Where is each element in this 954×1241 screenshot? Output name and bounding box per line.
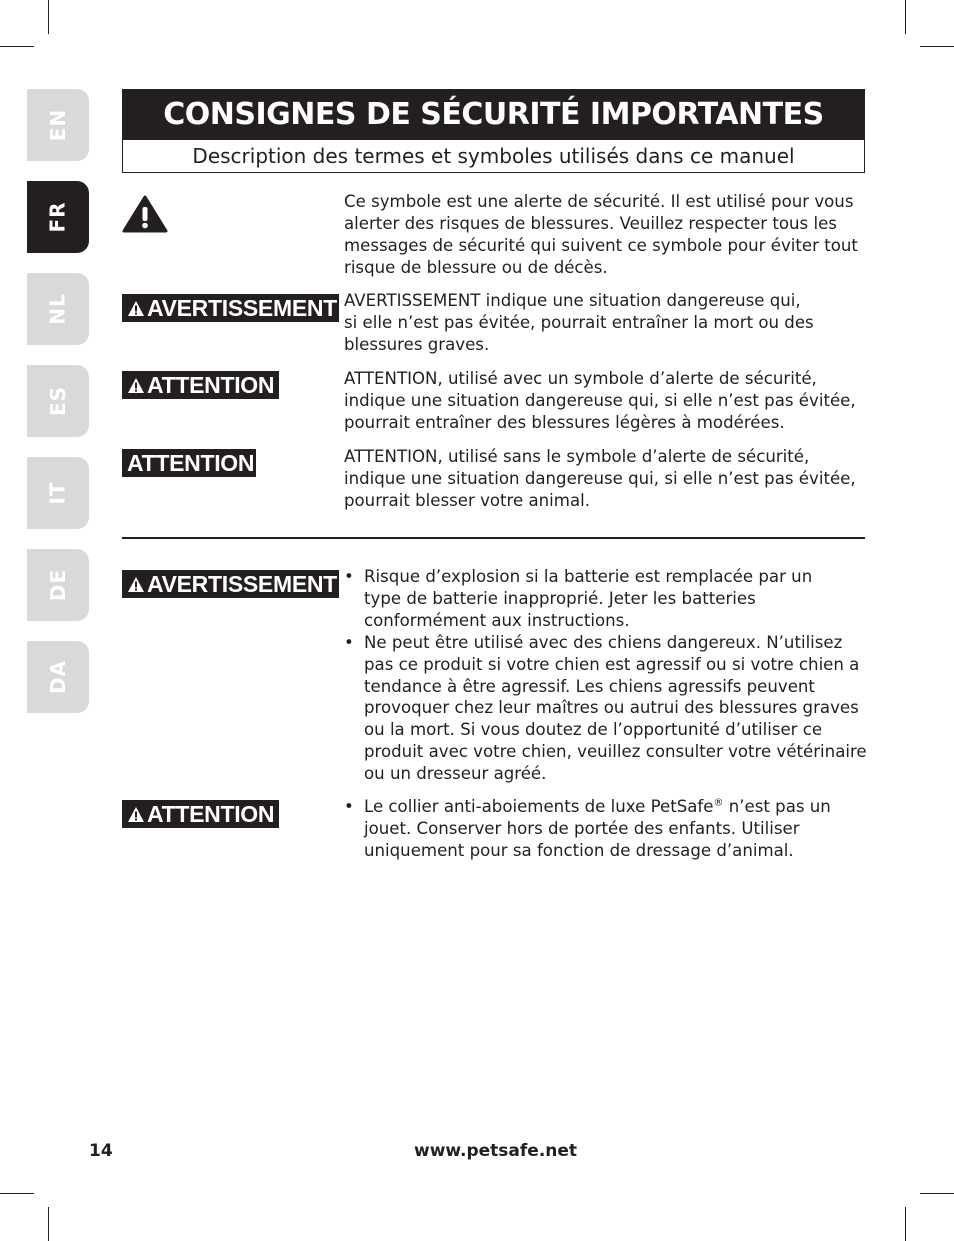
language-tab-label: DE [45,568,70,602]
language-tab-nl[interactable] [27,273,89,345]
list-item [344,796,869,862]
safety-alert-icon [122,195,168,233]
crop-mark [905,0,906,34]
warning-triangle-icon [127,300,145,317]
language-tab-label: FR [46,201,70,233]
registered-mark: ® [713,797,724,809]
caution-signal-word [122,371,279,399]
language-tab-fr[interactable] [27,181,89,253]
notice-description: ATTENTION, utilisé sans le symbole d’alerte de sécurité, indique une situation dangereuse qui, si elle n’est pas évitée, pourrait blesser votre animal. [344,447,856,510]
list-item: • Ne peut être utilisé avec des chiens dangereux. N’utilisez pas ce produit si votre chien est agressif ou si votre chien a tendance à être agressif. Les chiens agressifs peuvent provoquer chez leur maîtres ou autrui des blessures graves ou la mort. Si vous doutez de l’opportunité d’utiliser ce produit avec votre chien, veuillez consulter votre vétérinaire ou un dresseur agréé. [344,632,869,785]
cautions-list [344,796,869,862]
page-number: 14 [89,1141,113,1161]
crop-mark [905,1207,906,1241]
notice-signal-word [122,449,256,477]
caution-item-text: Le collier anti-aboiements de luxe PetSafe [364,797,714,816]
caution-label: ATTENTION [147,371,275,398]
language-tab-label: EN [46,108,70,142]
crop-mark [920,1193,954,1194]
warning-triangle-icon [127,806,145,823]
language-tab-de[interactable] [27,549,89,621]
language-tab-en[interactable] [27,89,89,161]
language-tab-it[interactable] [27,457,89,529]
crop-mark [48,0,49,34]
website-url[interactable]: www.petsafe.net [414,1141,578,1161]
cautions-label: ATTENTION [147,800,275,827]
language-tab-label: ES [45,385,70,417]
crop-mark [0,1193,34,1194]
page-title-bar [122,89,865,140]
cautions-signal-word [122,800,279,828]
warning-triangle-icon [127,377,145,394]
crop-mark [920,46,954,47]
crop-mark [48,1207,49,1241]
warning-triangle-icon [127,576,145,593]
caution-description: ATTENTION, utilisé avec un symbole d’alerte de sécurité, indique une situation dangereuse qui, si elle n’est pas évitée, pourrait entraîner des blessures légères à modérées. [344,369,856,432]
caution-item-text-cont: n’est pas un jouet. Conserver hors de portée des enfants. Utiliser uniquement pour sa fonction de dressage d’animal. [364,797,831,860]
notice-label: ATTENTION [127,449,255,476]
language-tab-label: NL [45,293,70,325]
language-tab-da[interactable] [27,641,89,713]
subtitle-box [122,140,865,173]
warning-description: AVERTISSEMENT indique une situation dangereuse qui, si elle n’est pas évitée, pourrait entraîner la mort ou des blessures graves. [344,291,814,354]
alert-symbol-description: Ce symbole est une alerte de sécurité. Il est utilisé pour vous alerter des risques de blessures. Veuillez respecter tous les messages de sécurité qui suivent ce symbole pour éviter tout risque de blessure ou de décès. [344,192,858,277]
warnings-list [344,566,869,785]
page-title: CONSIGNES DE SÉCURITÉ IMPORTANTES [163,97,824,132]
section-divider [122,537,865,539]
language-tab-label: DA [46,659,70,695]
page-subtitle: Description des termes et symboles utilisés dans ce manuel [192,144,795,168]
warning-signal-word [122,294,339,322]
warnings-signal-word [122,570,339,598]
language-tab-es[interactable] [27,365,89,437]
language-tab-label: IT [46,481,70,505]
list-item: • Risque d’explosion si la batterie est remplacée par un type de batterie inapproprié. Jeter les batteries conformément aux instructions. [344,566,834,632]
warning-label: AVERTISSEMENT [147,294,337,321]
crop-mark [0,46,34,47]
warnings-label: AVERTISSEMENT [147,570,337,597]
